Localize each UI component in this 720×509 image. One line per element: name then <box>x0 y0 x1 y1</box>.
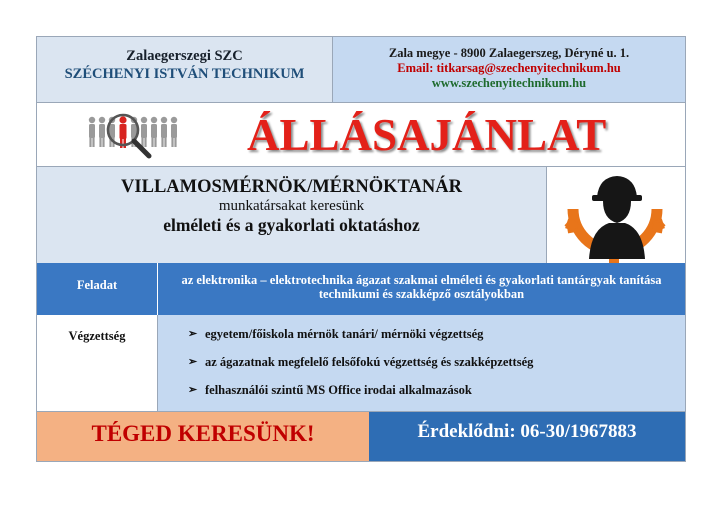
email-link[interactable]: Email: titkarsag@szechenyitechnikum.hu <box>397 61 621 75</box>
job-subtitle: munkatársakat keresünk <box>218 198 365 214</box>
list-item <box>158 327 685 355</box>
arrow-bullet-icon: ➢ <box>188 384 198 396</box>
task-description: az elektronika – elektrotechnika ágazat szakmai elméleti és gyakorlati tantárgyak tanítása technikumi és szakképző osztályokban <box>158 263 685 315</box>
website-link[interactable]: www.szechenyitechnikum.hu <box>431 76 587 90</box>
education-requirement: felhasználói szintű MS Office irodai alkalmazások <box>205 383 472 397</box>
page-title: ÁLLÁSAJÁNLAT <box>247 110 607 160</box>
address: Zala megye - 8900 Zalaegerszeg, Déryné u. 1. <box>388 46 630 60</box>
worker-gear-icon <box>547 167 685 263</box>
list-item <box>158 355 685 383</box>
education-requirement: egyetem/főiskola mérnök tanári/ mérnöki végzettség <box>205 327 484 341</box>
worker-image-cell <box>547 167 685 263</box>
job-position: VILLAMOSMÉRNÖK/MÉRNÖKTANÁR <box>121 177 462 197</box>
task-label: Feladat <box>37 263 158 315</box>
job-flyer <box>36 36 686 462</box>
arrow-bullet-icon: ➢ <box>188 328 198 340</box>
people-magnifier-icon <box>87 111 197 161</box>
arrow-bullet-icon: ➢ <box>188 356 198 368</box>
education-requirement: az ágazatnak megfelelő felsőfokú végzettség és szakképzettség <box>205 355 534 369</box>
slogan-banner: TÉGED KERESÜNK! <box>37 411 369 461</box>
school-name: SZÉCHENYI ISTVÁN TECHNIKUM <box>64 66 305 82</box>
job-title-block <box>37 167 547 263</box>
list-item <box>158 383 685 411</box>
school-name-block <box>37 37 333 103</box>
job-purpose: elméleti és a gyakorlati oktatáshoz <box>163 215 420 235</box>
title-row <box>37 103 685 167</box>
education-label: Végzettség <box>37 315 158 411</box>
education-list <box>158 315 685 411</box>
org-name: Zalaegerszegi SZC <box>126 48 243 64</box>
contact-block <box>333 37 685 103</box>
contact-phone[interactable]: Érdeklődni: 06-30/1967883 <box>369 411 685 461</box>
